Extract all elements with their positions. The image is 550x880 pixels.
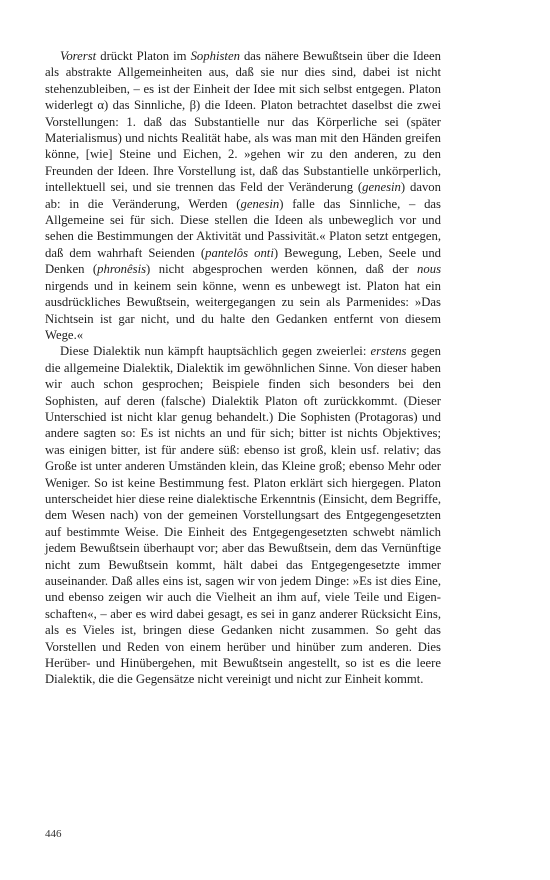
italic-term: nous xyxy=(417,262,441,277)
text-run: das nähere Bewußtsein über die Ideen als abstrakte Allgemeinheiten aus, daß sie nur dies sind, dabei ist nicht stehenzubleiben, – es ist der Einheit der Idee mit sich selbst entgegen. Platon widerlegt α) das Sinnliche, β) die Ideen. Platon betrachtet daselbst die zwei Vorstellungen: 1. daß das Substantielle nur das Körperliche sei (später Materialismus) und nichts Realität habe, als was man mit den Händen greifen könne, [wie] Steine und Eichen, 2. »gehen wir zu den anderen, zu den Freunden der Ideen. Ihre Vorstellung ist, daß das Substantielle unkörperlich, intellektuell sei, und sie trennen das Feld der Veränderung ( xyxy=(45,49,441,195)
text-run: ) nicht abgesprochen werden können, daß der xyxy=(146,262,418,277)
page-number: 446 xyxy=(45,828,62,840)
paragraph-2 xyxy=(45,343,441,688)
italic-term: pantelôs onti xyxy=(205,245,274,260)
text-run: ) Bewegung, Leben, Seele und Denken ( xyxy=(45,245,442,277)
paragraph-1 xyxy=(45,48,441,343)
text-run: drückt Platon im xyxy=(96,49,191,63)
italic-term: Sophisten xyxy=(190,49,240,63)
text-column xyxy=(45,48,441,688)
text-run: gegen die allgemeine Dialektik, Dialektik im gewöhnlichen Sinne. Von dieser haben wir auch schon gesprochen; Beispiele finden sich besonders bei den Sophisten, auf deren (falsche) Dialektik Platon oft zurückkommt. (Dieser Unterschied ist nicht klar genug behandelt.) Die Sophisten (Protagoras) und andere sagten so: Es ist nichts an und für sich; bitter ist nichts Objektives; was einigen bitter, ist für andere süß: ebenso ist groß, klein usf. relativ; das Große ist unter anderen Umständen klein, das Kleine groß; ebenso Mehr oder Weniger. So ist keine Bestimmung fest. Platon erklärt sich hiergegen. Platon unterscheidet hier diese reine dialektische Erkenntnis (Einsicht, dem Begriffe, dem Wesen nach) von der gemeinen Vorstellungsart des Entgegengesetzten auf bestimmte Weise. Die Einheit des Entgegengesetzten schwebt nämlich jedem Bewußtsein überhaupt vor; aber das Bewußtsein, dem das Vernünftige nicht zum Bewußtsein kommt, hält dabei das Entgegengesetzte immer auseinander. Daß alles eins ist, sagen wir von jedem Dinge: »Es ist dies Eine, und ebenso zeigen wir auch die Vielheit an ihm auf, viele Teile und Eigenschaften«, – aber es wird dabei gesagt, es sei in ganz anderer Rücksicht Eins, als es Vieles ist, bringen diese Gedanken nicht zusammen. So geht das Vorstellen und Reden von einem herüber und hinüber zum anderen. Dies Herüber- und Hinübergehen, mit Bewußtsein angestellt, so ist es die leere Dialektik, die die Gegensätze nicht vereinigt und nicht zur Einheit kommt. xyxy=(45,344,441,687)
text-run: ) falle das Sinnliche, – das Allgemeine sei für sich. Diese stellen die Ideen als unbeweglich vor und sehen die Bestimmungen der Aktivität und Passivität.« Platon setzt entgegen, daß dem wahrhaft Seienden ( xyxy=(45,196,441,260)
italic-term: Vorerst xyxy=(60,49,97,63)
italic-term: erstens xyxy=(370,344,407,359)
italic-term: genesin xyxy=(240,196,280,211)
italic-term: phronêsis xyxy=(97,262,147,277)
text-run: Diese Dialektik nun kämpft hauptsächlich gegen zweierlei: xyxy=(60,344,371,359)
text-run: ) davon ab: in die Veränderung, Werden ( xyxy=(45,180,441,211)
text-run: nirgends und in keinem sein könne, wenn es unbewegt ist. Platon hat ein ausdrückliches Bewußtsein, weitergegangen zu sein als Parmenides: »Das Nichtsein ist gar nicht, und du halte den Gedanken entfernt von diesem Wege.« xyxy=(45,278,441,342)
italic-term: genesin xyxy=(362,180,401,195)
